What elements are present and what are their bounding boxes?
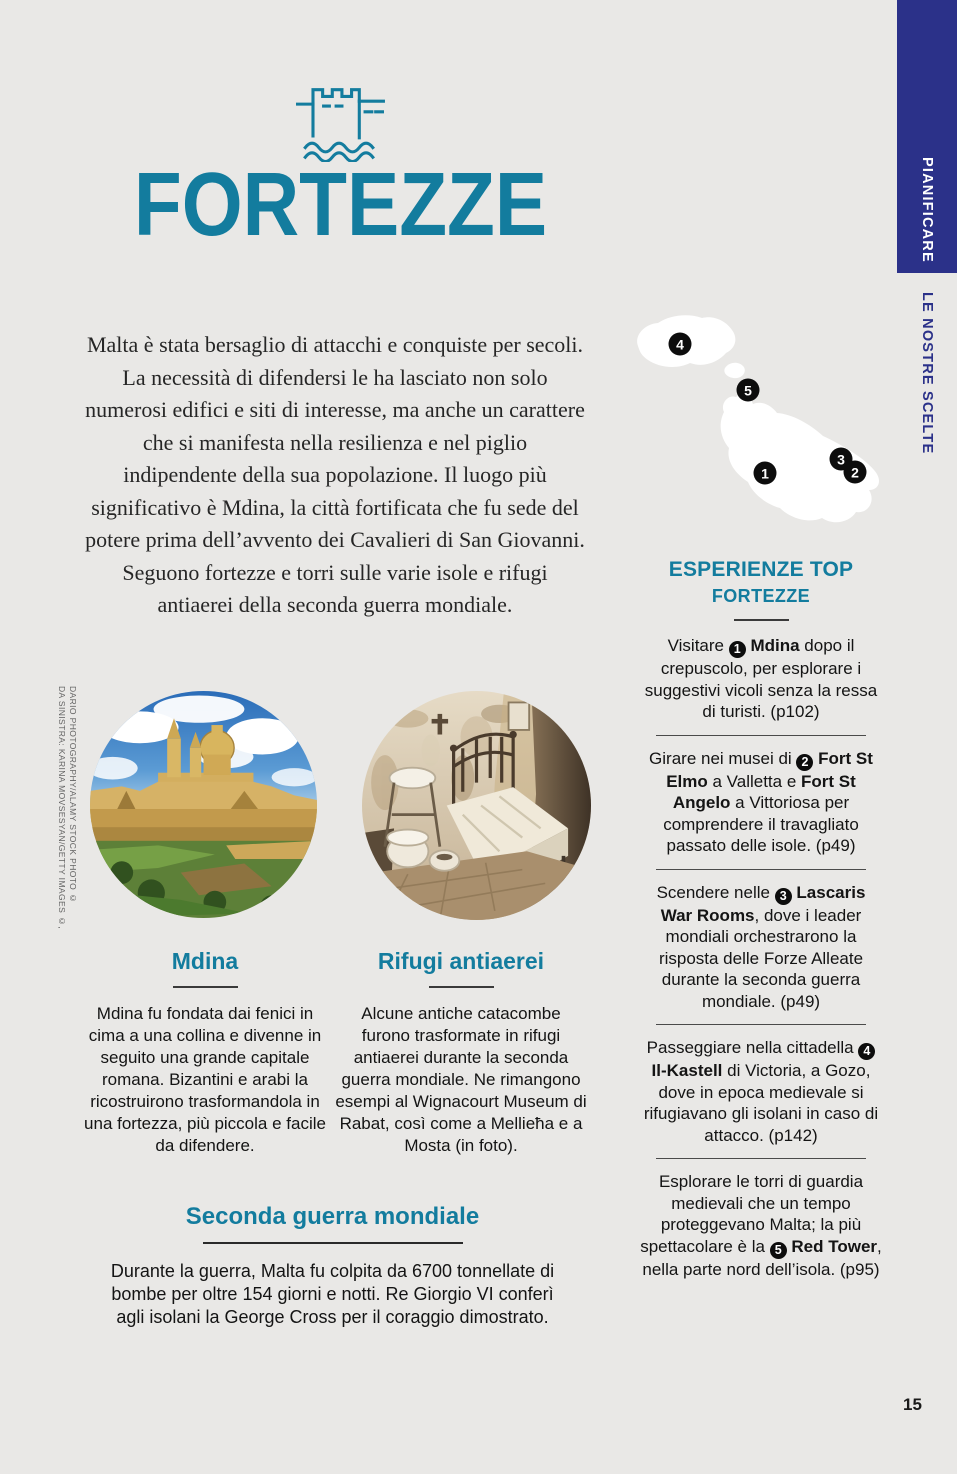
comino-island: [724, 363, 744, 378]
top-experience-item: [640, 748, 882, 857]
ww2-section: [95, 1203, 570, 1329]
feature-title: Mdina: [171, 948, 239, 974]
photo-credit-line: DA SINISTRA: KARINA MOVSESYAN/GETTY IMAGES ©,: [57, 686, 67, 930]
page-title: FORTEZZE: [133, 155, 547, 255]
heading-rule: [173, 986, 238, 988]
numbered-badge: 4: [858, 1043, 875, 1060]
section-tab: [897, 0, 957, 273]
numbered-badge: 1: [729, 641, 746, 658]
top-experiences: [640, 558, 882, 1280]
item-divider: [656, 735, 866, 736]
top-experience-item: [640, 1171, 882, 1280]
item-divider: [656, 1024, 866, 1025]
item-text: Passeggiare nella cittadella: [646, 1038, 859, 1057]
map-marker-1: 1: [754, 462, 777, 485]
malta-map: [620, 300, 910, 550]
photo-credit-line: DARIO PHOTOGRAPHY/ALAMY STOCK PHOTO ©: [68, 686, 78, 904]
mdina-photo-illustration: [90, 691, 317, 918]
highlighted-place-name: Fort St Elmo: [666, 748, 873, 791]
chapter-label-text: LE NOSTRE SCELTE: [919, 292, 935, 455]
feature-title: Rifugi antiaerei: [377, 948, 545, 974]
feature-mdina: [79, 948, 331, 1157]
heading-rule: [203, 1242, 463, 1244]
item-text: Esplorare le torri di guardia medievali che un tempo proteggevano Malta; la più spettacolare è la: [640, 1172, 864, 1256]
section-tab-label: PIANIFICARE: [919, 157, 935, 263]
item-text: a Vittoriosa per comprendere il travagliato passato delle isole. (p49): [663, 793, 859, 855]
numbered-badge: 3: [775, 888, 792, 905]
mdina-photo: [90, 691, 317, 918]
highlighted-place-name: Fort St Angelo: [672, 771, 856, 812]
highlighted-place-name: Lascaris War Rooms: [660, 882, 866, 925]
air-raid-shelter-photo: [362, 691, 591, 920]
shelter-photo-illustration: [362, 691, 591, 920]
numbered-badge: 2: [796, 754, 813, 771]
heading-rule: [429, 986, 494, 988]
intro-paragraph: Malta è stata bersaglio di attacchi e conquiste per secoli. La necessità di difendersi le ha lasciato non solo numerosi edifici e siti di interesse, ma anche un carattere che si manifesta nella resilienza e nel piglio indipendente della sua popolazione. Il luogo più significativo è Mdina, la città fortificata che fu sede del potere prima dell’avvento dei Cavalieri di San Giovanni. Seguono fortezze e torri sulle varie isole e rifugi antiaerei della seconda guerra mondiale.: [85, 332, 585, 617]
page-header: [0, 80, 680, 253]
item-text: dopo il crepuscolo, per esplorare i suggestivi vicoli senza la ressa di turisti. (p102): [644, 636, 878, 721]
photo-credits: [56, 686, 78, 966]
map-marker-4: 4: [669, 333, 692, 356]
highlighted-place-name: Red Tower: [786, 1236, 878, 1256]
item-divider: [656, 1158, 866, 1159]
item-text: Girare nei musei di: [649, 748, 797, 768]
item-text: a Valletta e: [707, 771, 802, 791]
highlighted-place-name: Mdina: [745, 636, 800, 655]
ww2-body: Durante la guerra, Malta fu colpita da 6700 tonnellate di bombe per oltre 154 giorni e notti. Re Giorgio VI conferì agli isolani la George Cross per il coraggio dimostrato.: [110, 1261, 555, 1327]
item-text: Visitare: [667, 636, 729, 655]
top-experience-item: [640, 882, 882, 1013]
map-marker-5: 5: [737, 379, 760, 402]
item-text: Scendere nelle: [656, 882, 775, 902]
malta-map-islands: [620, 300, 910, 550]
top-experiences-title: ESPERIENZE TOP: [668, 558, 854, 581]
fortress-waves-icon: [290, 80, 390, 162]
malta-island: [721, 395, 879, 522]
ww2-title: Seconda guerra mondiale: [185, 1203, 480, 1230]
top-experiences-list: [640, 635, 882, 1280]
numbered-badge: 5: [770, 1242, 787, 1259]
feature-body: Mdina fu fondata dai fenici in cima a una collina e divenne in seguito una grande capitale romana. Bizantini e arabi la ricostruirono trasformandola in una fortezza, più piccola e facile da difendere.: [84, 1004, 326, 1155]
top-experience-item: [640, 1037, 882, 1146]
page-number: 15: [903, 1395, 922, 1414]
map-marker-2: 2: [844, 461, 867, 484]
heading-rule: [734, 619, 789, 621]
feature-body: Alcune antiche catacombe furono trasformate in rifugi antiaerei durante la seconda guerra mondiale. Ne rimangono esempi al Wignacourt Museum di Rabat, così come a Mellieħa e a Mosta (in foto).: [335, 1004, 587, 1155]
highlighted-place-name: Il-Kastell: [651, 1061, 723, 1080]
map-marker-3: 3: [830, 448, 853, 471]
item-text: , nella parte nord dell’isola. (p95): [642, 1236, 882, 1279]
item-text: di Victoria, a Gozo, dove in epoca medievale si rifugiavano gli isolani in caso di attacco. (p142): [643, 1061, 879, 1145]
feature-rifugi-antiaerei: [335, 948, 587, 1157]
top-experience-item: [640, 635, 882, 723]
top-experiences-subtitle: FORTEZZE: [711, 586, 811, 606]
item-text: , dove i leader mondiali orchestrarono la risposta delle Forze Alleate durante la seconda guerra mondiale. (p49): [658, 905, 864, 1011]
item-divider: [656, 869, 866, 870]
